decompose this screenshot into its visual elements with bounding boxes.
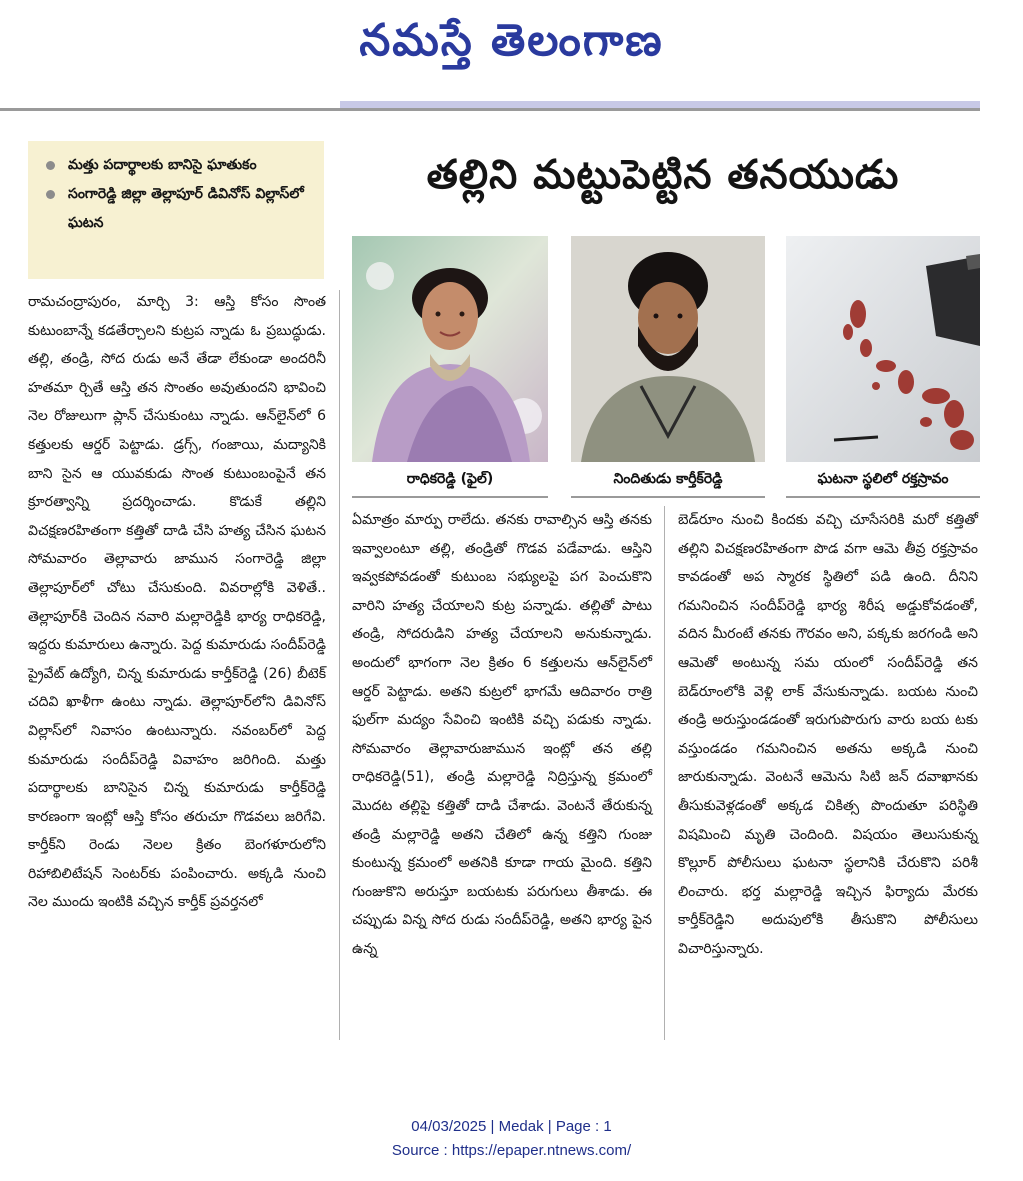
article-column-3 [678, 506, 978, 964]
footer-dateline: 04/03/2025 | Medak | Page : 1 [411, 1118, 612, 1135]
photo-caption: రాధికరెడ్డి (ఫైల్) [352, 462, 548, 498]
footer-source-link[interactable]: Source : https://epaper.ntnews.com/ [391, 1142, 632, 1159]
photo-karthik-reddy [571, 236, 765, 462]
bullet-icon [46, 161, 55, 170]
bullet-icon [46, 190, 55, 199]
photo-caption: ఘటనా స్థలిలో రక్తస్రావం [786, 462, 980, 498]
highlights-box [28, 141, 324, 279]
article-text: రామచంద్రాపురం, మార్చి 3: ఆస్తి కోసం సొంత కుటుంబాన్నే కడతేర్చాలని కుట్రప న్నాడు ఓ ప్రబుద్ధుడు. తల్లి, తండ్రి, సోద రుడు అనే తేడా లేకుండా అందరినీ హతమా ర్చితే ఆస్తి తన సొంతం అవుతుందని భావించి నెల రోజులుగా ప్లాన్ చేసుకుంటు న్నాడు. ఆన్‌లైన్‌లో 6 కత్తులకు ఆర్డర్ పెట్టాడు. డ్రగ్స్, గంజాయి, మద్యానికి బాని సైన ఆ యువకుడు సొంత కుటుంబంపైనే తన క్రూరత్వాన్ని ప్రదర్శించాడు. కొడుకే తల్లిని విచక్షణరహితంగా కత్తితో దాడి చేసి హత్య చేసిన ఘటన సోమవారం తెల్లావారు జామున సంగారెడ్డి జిల్లా తెల్లాపూర్‌లో చోటు చేసుకుంది. వివరాల్లోకి వెళితే.. తెల్లాపూర్‌కి చెందిన నవారి మల్లారెడ్డికి భార్య రాధికరెడ్డి, ఇద్దరు కుమారులు ఉన్నారు. పెద్ద కుమారుడు సందీప్‌రెడ్డి ప్రైవేట్ ఉద్యోగి, చిన్న కుమారుడు కార్తీక్‌రెడ్డి (26) బీటెక్ చదివి ఖాళీగా ఉంటు న్నాడు. తెల్లాపూర్‌లోని డివినోస్ విల్లాస్‌లో నివాసం ఉంటున్నారు. నవంబర్‌లో పెద్ద కుమారుడు సందీప్‌రెడ్డి వివాహం జరిగింది. మత్తు పదార్థాలకు బానిసైన చిన్న కుమారుడు కార్తీక్‌రెడ్డి కారణంగా ఇంట్లో ఆస్తి కోసం తరుచూ గొడవలు జరిగేవి. కార్తీక్‌ని రెండు నెలల క్రితం బెంగళూరులోని రిహాబిలిటేషన్ సెంటర్‌కు పంపించారు. అక్కడి నుంచి నెల ముందు ఇంటికి వచ్చిన కార్తీక్ ప్రవర్తనలో [28, 294, 326, 911]
article-column-1 [28, 288, 326, 917]
photo-caption: నిందితుడు కార్తీక్‌రెడ్డి [571, 462, 765, 498]
highlight-item [42, 151, 316, 180]
highlight-item [42, 180, 316, 238]
column-divider [664, 506, 665, 1040]
article-text: బెడ్‌రూం నుంచి కిందకు వచ్చి చూసేసరికి మరో కత్తితో తల్లిని విచక్షణరహితంగా పొడ వగా ఆమె తీవ్ర రక్తస్రావం కావడంతో అప స్మారక స్థితిలో పడి ఉంది. దీనిని గమనించిన సందీప్‌రెడ్డి భార్య శిరీష అడ్డుకోవడంతో, వదిన మీరంటే తనకు గౌరవం అని, పక్కకు జరగండి అని ఆమెతో అంటున్న సమ యంలో సందీప్‌రెడ్డి తన బెడ్‌రూంలోకి వెళ్లి లాక్ వేసుకున్నాడు. బయట నుంచి తండ్రి అరుస్తుండడంతో ఇరుగుపొరుగు వారు బయ టకు వస్తుండడం గమనించిన అతను అక్కడి నుంచి జారుకున్నాడు. వెంటనే ఆమెను సిటి జన్ దవాఖానకు తీసుకువెళ్లడంతో అక్కడ చికిత్స పొందుతూ పరిస్థితి విషమించి మృతి చెందింది. విషయం తెలుసుకున్న కొల్లూర్ పోలీసులు ఘటనా స్థలానికి చేరుకొని పరిశీ లించారు. భర్త మల్లారెడ్డి ఇచ్చిన ఫిర్యాదు మేరకు కార్తీక్‌రెడ్డిని అదుపులోకి తీసుకొని పోలీసులు విచారిస్తున్నారు. [678, 512, 978, 957]
highlight-text: సంగారెడ్డి జిల్లా తెల్లాపూర్ డివినోస్ విల్లాస్‌లో ఘటన [68, 186, 304, 231]
masthead-divider [0, 108, 980, 111]
article-headline: తల్లిని మట్టుపెట్టిన తనయుడు [426, 152, 900, 198]
masthead-logo: నమస్తే తెలంగాణ [359, 15, 664, 66]
photo-radhika-reddy [352, 236, 548, 462]
article-text: ఏమాత్రం మార్పు రాలేదు. తనకు రావాల్సిన ఆస్తి తనకు ఇవ్వాలంటూ తల్లి, తండ్రితో గొడవ పడేవాడు. ఆస్తిని ఇవ్వకపోవడంతో కుటుంబ సభ్యులపై పగ పెంచుకొని వారిని హత్య చేయాలని కుట్ర పన్నాడు. తల్లితో పాటు తండ్రి, సోదరుడిని హత్య చేయాలని అనుకున్నాడు. అందులో భాగంగా నెల క్రితం 6 కత్తులను ఆన్‌లైన్‌లో ఆర్డర్ పెట్టాడు. అతని కుట్రలో భాగమే ఆదివారం రాత్రి ఫుల్‌గా మద్యం సేవించి ఇంటికి వచ్చి పడుకు న్నాడు. సోమవారం తెల్లావారుజామున ఇంట్లో తన తల్లి రాధికరెడ్డి(51), తండ్రి మల్లారెడ్డి నిద్రిస్తున్న క్రమంలో మొదట తల్లిపై కత్తితో దాడి చేశాడు. వెంటనే తేరుకున్న తండ్రి మల్లారెడ్డి అతని చేతిలో ఉన్న కత్తిని గుంజు కుంటున్న క్రమంలో అతనికి కూడా గాయ మైంది. కత్తిని గుంజుకొని అరుస్తూ బయటకు పరుగులు తీశాడు. ఈ చప్పుడు విన్న సోద రుడు సందీప్‌రెడ్డి, అతని భార్య పైన ఉన్న [352, 512, 652, 957]
column-divider [339, 290, 340, 1040]
article-column-2 [352, 506, 652, 964]
highlight-text: మత్తు పదార్థాలకు బానిసై ఘాతుకం [68, 157, 257, 173]
photo-crime-scene [786, 236, 980, 462]
